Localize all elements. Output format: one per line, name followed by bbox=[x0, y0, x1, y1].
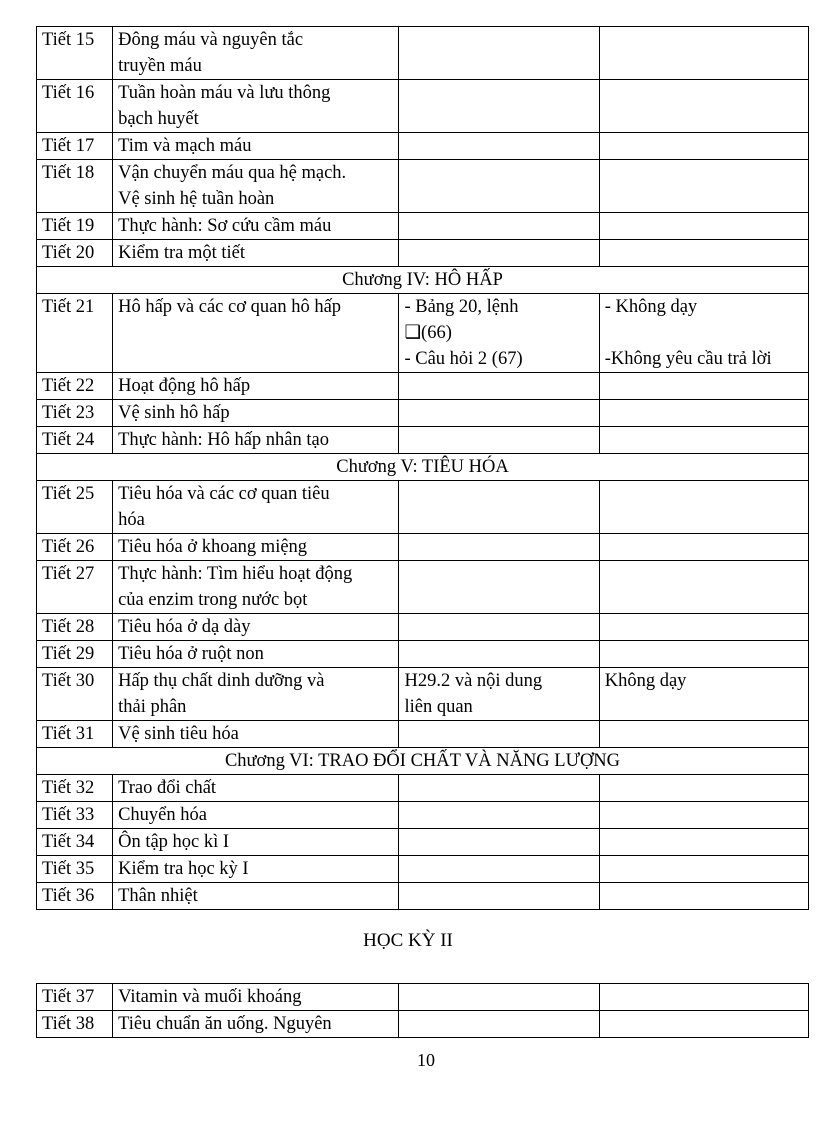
note-cell bbox=[599, 883, 808, 910]
lesson-name-cell: Thực hành: Tìm hiểu hoạt động của enzim trong nước bọt bbox=[113, 561, 399, 614]
adjusted-content-cell bbox=[399, 775, 599, 802]
lesson-name-cell: Ôn tập học kì I bbox=[113, 829, 399, 856]
lesson-name-cell: Chuyển hóa bbox=[113, 802, 399, 829]
note-cell bbox=[599, 213, 808, 240]
table-row bbox=[37, 400, 809, 427]
adjusted-content-cell bbox=[399, 883, 599, 910]
chapter-title: Chương VI: TRAO ĐỔI CHẤT VÀ NĂNG LƯỢNG bbox=[37, 748, 809, 775]
note-cell bbox=[599, 775, 808, 802]
chapter-row bbox=[37, 748, 809, 775]
table-row bbox=[37, 373, 809, 400]
adjusted-content-cell: - Bảng 20, lệnh ❑(66) - Câu hỏi 2 (67) bbox=[399, 294, 599, 373]
lesson-number-cell: Tiết 32 bbox=[37, 775, 113, 802]
adjusted-content-cell bbox=[399, 614, 599, 641]
lesson-name-cell: Vệ sinh hô hấp bbox=[113, 400, 399, 427]
table-row bbox=[37, 534, 809, 561]
table-row bbox=[37, 856, 809, 883]
table-row bbox=[37, 883, 809, 910]
lesson-name-cell: Thực hành: Sơ cứu cầm máu bbox=[113, 213, 399, 240]
note-cell bbox=[599, 240, 808, 267]
table-row bbox=[37, 160, 809, 213]
lesson-number-cell: Tiết 23 bbox=[37, 400, 113, 427]
adjusted-content-cell bbox=[399, 641, 599, 668]
lesson-number-cell: Tiết 38 bbox=[37, 1011, 113, 1038]
lesson-name-cell: Tuần hoàn máu và lưu thông bạch huyết bbox=[113, 80, 399, 133]
lesson-name-cell: Tiêu chuẩn ăn uống. Nguyên bbox=[113, 1011, 399, 1038]
note-cell bbox=[599, 373, 808, 400]
note-cell: Không dạy bbox=[599, 668, 808, 721]
adjusted-content-cell bbox=[399, 534, 599, 561]
lesson-name-cell: Đông máu và nguyên tắc truyền máu bbox=[113, 27, 399, 80]
lesson-name-cell: Thực hành: Hô hấp nhân tạo bbox=[113, 427, 399, 454]
note-cell bbox=[599, 614, 808, 641]
chapter-title: Chương IV: HÔ HẤP bbox=[37, 267, 809, 294]
note-cell bbox=[599, 27, 808, 80]
lesson-number-cell: Tiết 30 bbox=[37, 668, 113, 721]
note-cell bbox=[599, 160, 808, 213]
lesson-name-cell: Kiểm tra học kỳ I bbox=[113, 856, 399, 883]
note-cell bbox=[599, 829, 808, 856]
adjusted-content-cell bbox=[399, 427, 599, 454]
note-cell bbox=[599, 802, 808, 829]
note-cell bbox=[599, 856, 808, 883]
lesson-name-cell: Hấp thụ chất dinh dưỡng và thải phân bbox=[113, 668, 399, 721]
adjusted-content-cell bbox=[399, 721, 599, 748]
lesson-number-cell: Tiết 15 bbox=[37, 27, 113, 80]
chapter-row bbox=[37, 454, 809, 481]
table-row bbox=[37, 561, 809, 614]
note-cell bbox=[599, 1011, 808, 1038]
lesson-number-cell: Tiết 21 bbox=[37, 294, 113, 373]
curriculum-table-continued-body bbox=[37, 984, 809, 1038]
adjusted-content-cell bbox=[399, 80, 599, 133]
adjusted-content-cell bbox=[399, 481, 599, 534]
note-cell bbox=[599, 427, 808, 454]
table-row bbox=[37, 802, 809, 829]
lesson-name-cell: Vitamin và muối khoáng bbox=[113, 984, 399, 1011]
adjusted-content-cell bbox=[399, 1011, 599, 1038]
lesson-number-cell: Tiết 17 bbox=[37, 133, 113, 160]
table-row bbox=[37, 427, 809, 454]
lesson-name-cell: Tiêu hóa ở khoang miệng bbox=[113, 534, 399, 561]
adjusted-content-cell bbox=[399, 802, 599, 829]
lesson-number-cell: Tiết 34 bbox=[37, 829, 113, 856]
adjusted-content-cell bbox=[399, 240, 599, 267]
note-cell bbox=[599, 641, 808, 668]
lesson-number-cell: Tiết 24 bbox=[37, 427, 113, 454]
table-row bbox=[37, 721, 809, 748]
chapter-row bbox=[37, 267, 809, 294]
adjusted-content-cell bbox=[399, 984, 599, 1011]
note-cell bbox=[599, 481, 808, 534]
lesson-name-cell: Kiểm tra một tiết bbox=[113, 240, 399, 267]
note-cell bbox=[599, 80, 808, 133]
lesson-name-cell: Tim và mạch máu bbox=[113, 133, 399, 160]
note-cell: - Không dạy -Không yêu cầu trả lời bbox=[599, 294, 808, 373]
lesson-number-cell: Tiết 25 bbox=[37, 481, 113, 534]
curriculum-table bbox=[36, 26, 809, 910]
note-cell bbox=[599, 400, 808, 427]
lesson-number-cell: Tiết 31 bbox=[37, 721, 113, 748]
adjusted-content-cell bbox=[399, 829, 599, 856]
table-row bbox=[37, 641, 809, 668]
adjusted-content-cell bbox=[399, 373, 599, 400]
lesson-number-cell: Tiết 33 bbox=[37, 802, 113, 829]
lesson-number-cell: Tiết 19 bbox=[37, 213, 113, 240]
table-row bbox=[37, 668, 809, 721]
lesson-number-cell: Tiết 28 bbox=[37, 614, 113, 641]
adjusted-content-cell bbox=[399, 856, 599, 883]
note-cell bbox=[599, 721, 808, 748]
lesson-number-cell: Tiết 16 bbox=[37, 80, 113, 133]
page-number: 10 bbox=[417, 1050, 435, 1070]
chapter-title: Chương V: TIÊU HÓA bbox=[37, 454, 809, 481]
note-cell bbox=[599, 534, 808, 561]
lesson-number-cell: Tiết 36 bbox=[37, 883, 113, 910]
adjusted-content-cell bbox=[399, 27, 599, 80]
note-cell bbox=[599, 984, 808, 1011]
lesson-number-cell: Tiết 26 bbox=[37, 534, 113, 561]
lesson-name-cell: Tiêu hóa ở dạ dày bbox=[113, 614, 399, 641]
note-cell bbox=[599, 133, 808, 160]
curriculum-table-continued bbox=[36, 983, 809, 1038]
adjusted-content-cell bbox=[399, 160, 599, 213]
lesson-name-cell: Hô hấp và các cơ quan hô hấp bbox=[113, 294, 399, 373]
table-row bbox=[37, 133, 809, 160]
lesson-number-cell: Tiết 35 bbox=[37, 856, 113, 883]
semester-heading: HỌC KỲ II bbox=[363, 930, 453, 951]
lesson-number-cell: Tiết 27 bbox=[37, 561, 113, 614]
adjusted-content-cell: H29.2 và nội dung liên quan bbox=[399, 668, 599, 721]
lesson-number-cell: Tiết 37 bbox=[37, 984, 113, 1011]
table-row bbox=[37, 213, 809, 240]
adjusted-content-cell bbox=[399, 133, 599, 160]
adjusted-content-cell bbox=[399, 213, 599, 240]
table-row bbox=[37, 829, 809, 856]
lesson-number-cell: Tiết 20 bbox=[37, 240, 113, 267]
table-row bbox=[37, 614, 809, 641]
lesson-name-cell: Trao đổi chất bbox=[113, 775, 399, 802]
table-row bbox=[37, 984, 809, 1011]
adjusted-content-cell bbox=[399, 400, 599, 427]
lesson-name-cell: Hoạt động hô hấp bbox=[113, 373, 399, 400]
lesson-name-cell: Vận chuyển máu qua hệ mạch. Vệ sinh hệ tuần hoàn bbox=[113, 160, 399, 213]
table-row bbox=[37, 27, 809, 80]
lesson-number-cell: Tiết 18 bbox=[37, 160, 113, 213]
table-row bbox=[37, 294, 809, 373]
adjusted-content-cell bbox=[399, 561, 599, 614]
lesson-name-cell: Thân nhiệt bbox=[113, 883, 399, 910]
lesson-number-cell: Tiết 22 bbox=[37, 373, 113, 400]
table-row bbox=[37, 80, 809, 133]
note-cell bbox=[599, 561, 808, 614]
table-row bbox=[37, 1011, 809, 1038]
lesson-name-cell: Tiêu hóa và các cơ quan tiêu hóa bbox=[113, 481, 399, 534]
lesson-number-cell: Tiết 29 bbox=[37, 641, 113, 668]
table-row bbox=[37, 481, 809, 534]
curriculum-table-body bbox=[37, 27, 809, 910]
table-row bbox=[37, 775, 809, 802]
lesson-name-cell: Vệ sinh tiêu hóa bbox=[113, 721, 399, 748]
table-row bbox=[37, 240, 809, 267]
lesson-name-cell: Tiêu hóa ở ruột non bbox=[113, 641, 399, 668]
